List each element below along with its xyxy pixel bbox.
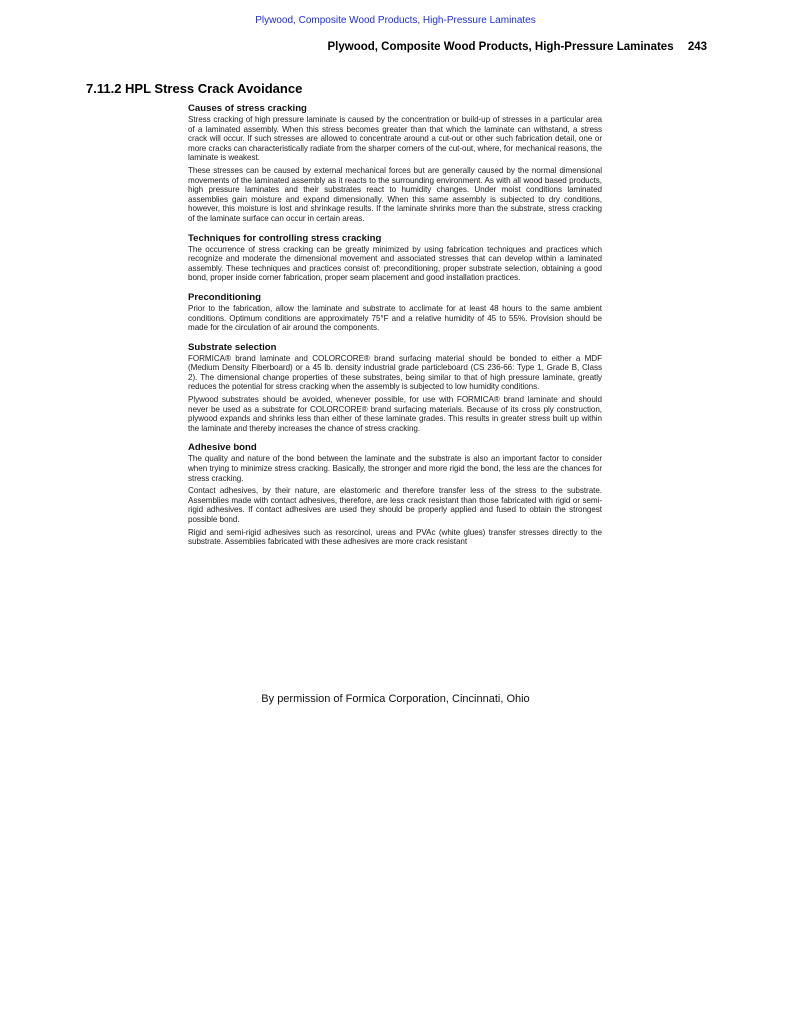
subsection-heading: Causes of stress cracking [188,103,307,114]
scanned-text-block [188,103,602,547]
page-number: 243 [687,41,707,53]
paragraph: Contact adhesives, by their nature, are elastomeric and therefore transfer less of the stress to the substrate. Assemblies made with contact adhesives, therefore, are less crack resistant than those fabricated with rigid or semi-rigid adhesives. If contact adhesives are used they should be properly applied and fused to obtain the strongest possible bond. [188,486,602,524]
paragraph: The quality and nature of the bond between the laminate and the substrate is also an important factor to consider when trying to minimize stress cracking. Basically, the stronger and more rigid the bond, the less are the chances for stress cracking. [188,454,602,483]
running-head-title: Plywood, Composite Wood Products, High-Pressure Laminates [327,41,674,53]
paragraph: The occurrence of stress cracking can be greatly minimized by using fabrication techniques and practices which recognize and moderate the dimensional movement and associated stresses that can develop within a laminated assembly. These techniques and practices consist of: preconditioning, proper substrate selection, obtaining a good bond, proper inside corner fabrication, proper seam placement and good installation practices. [188,244,602,283]
subsection-heading: Techniques for controlling stress cracking [188,232,382,244]
paragraph: These stresses can be caused by external mechanical forces but are generally caused by the normal dimensional movements of the laminated assembly as it reacts to the surrounding environment. As with all wood based products, high pressure laminates and their substrates react to humidity changes. Under moist conditions laminated assemblies gain moisture and expand dimensionally. When this same assembly is subjected to dry conditions, however, this moisture is lost and shrinkage results. If the laminate shrinks more than the substrate, stress cracking of the laminate surface can occur in certain areas. [188,165,602,223]
subsection-substrate [188,342,602,434]
section-title: 7.11.2 HPL Stress Crack Avoidance [86,81,303,96]
permission-credit: By permission of Formica Corporation, Cincinnati, Ohio [261,693,530,705]
subsection-preconditioning [188,292,602,333]
paragraph: Plywood substrates should be avoided, whenever possible, for use with FORMICA® brand laminate and should never be used as a substrate for COLORCORE® brand surfacing materials. Because of its cross ply construction, plywood expands and shrinks less than either of these laminate grades. This results in greater stress built up within the laminate and thereby increases the chance of stress cracking. [188,395,602,433]
paragraph: Prior to the fabrication, allow the laminate and substrate to acclimate for at least 48 hours to the same ambient conditions. Optimum conditions are approximately 75°F and a relative humidity of 45 to 55%. Provision should be made for the circulation of air around the components. [188,303,602,333]
running-head [327,41,707,53]
paragraph: FORMICA® brand laminate and COLORCORE® brand surfacing material should be bonded to either a MDF (Medium Density Fiberboard) or a 45 lb. density industrial grade particleboard (CS 236-66: Type 1, Grade B, Class 2). The dimensional change properties of these substrates, being similar to that of high pressure laminate, greatly reduces the potential for stress cracking when the assembly is subjected to low humidity conditions. [188,353,602,392]
subsection-heading: Substrate selection [188,341,277,353]
subsection-causes [188,103,602,224]
paragraph: Rigid and semi-rigid adhesives such as resorcinol, ureas and PVAc (white glues) transfer stresses directly to the substrate. Assemblies fabricated with these adhesives are more crack resistant [188,527,602,547]
subsection-adhesive [188,442,602,546]
paragraph: Stress cracking of high pressure laminate is caused by the concentration or build-up of stresses in a particular area of a laminated assembly. When this stress becomes greater than that which the laminate can withstand, a stress crack will occur. If such stresses are allowed to concentrate around a cut-out or other such fabrication detail, one or more cracks can characteristically radiate from the sharper corners of the cut-out, where, for mechanical reasons, the laminate is weakest. [188,115,602,163]
subsection-heading: Preconditioning [188,291,262,303]
top-title-link[interactable]: Plywood, Composite Wood Products, High-Pressure Laminates [255,15,536,26]
subsection-techniques [188,233,602,283]
subsection-heading: Adhesive bond [188,442,257,454]
